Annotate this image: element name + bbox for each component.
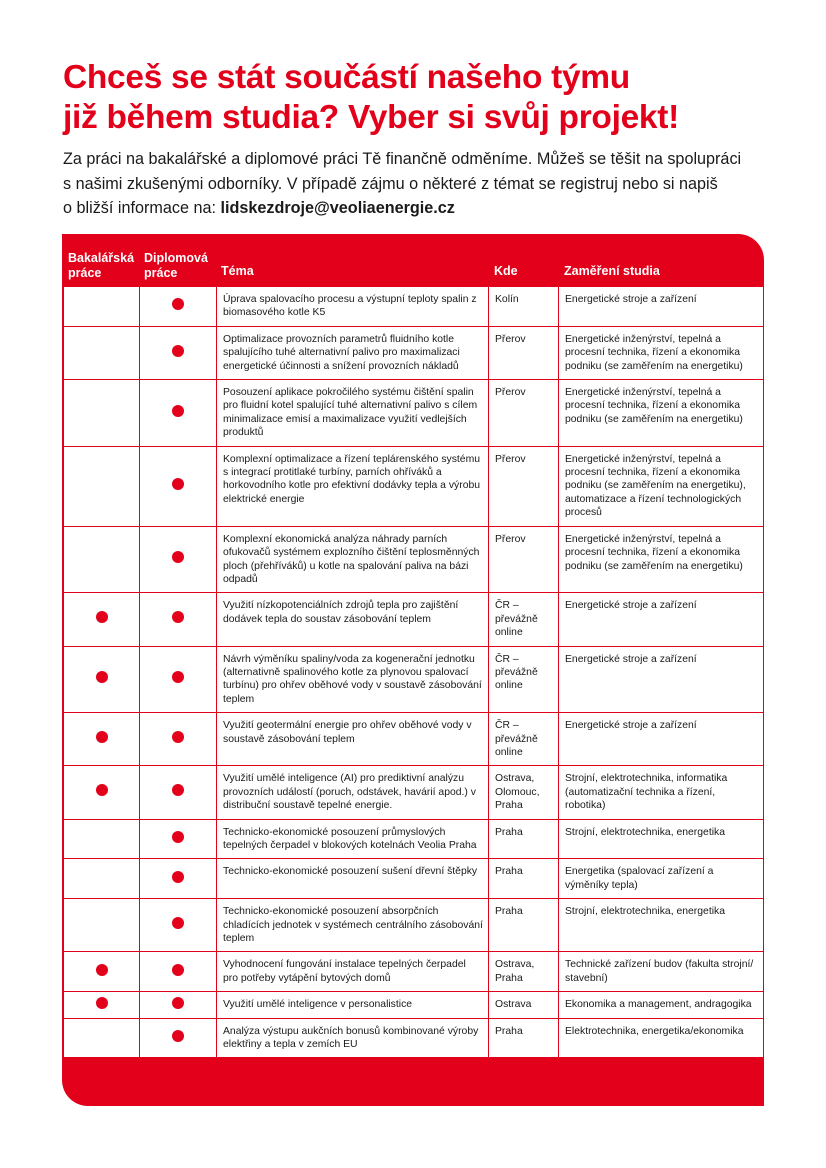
table-row bbox=[64, 766, 764, 819]
kde-cell: Přerov bbox=[489, 380, 559, 447]
diplomova-cell bbox=[140, 526, 217, 593]
table-row bbox=[64, 446, 764, 526]
kde-cell: Praha bbox=[489, 859, 559, 899]
table-row bbox=[64, 593, 764, 646]
headline-line-2: již během studia? Vyber si svůj projekt! bbox=[63, 99, 679, 136]
bullet-dot-icon bbox=[96, 611, 108, 623]
bullet-dot-icon bbox=[96, 997, 108, 1009]
bullet-dot-icon bbox=[172, 298, 184, 310]
bullet-dot-icon bbox=[96, 731, 108, 743]
bullet-dot-icon bbox=[172, 731, 184, 743]
tema-cell: Posouzení aplikace pokročilého systému čištění spalin pro fluidní kotel spalující tuhé alternativní palivo s cílem minimalizace emisí a maximalizace využití vedlejších produktů bbox=[217, 380, 489, 447]
diplomova-cell bbox=[140, 819, 217, 859]
kde-cell: Přerov bbox=[489, 326, 559, 379]
bullet-dot-icon bbox=[96, 784, 108, 796]
kde-cell: ČR – převážně online bbox=[489, 713, 559, 766]
zamereni-cell: Energetické inženýrství, tepelná a procesní technika, řízení a ekonomika podniku (se zaměřením na energetiku) bbox=[559, 526, 764, 593]
zamereni-cell: Ekonomika a management, andragogika bbox=[559, 992, 764, 1018]
intro-line-3 bbox=[63, 196, 763, 221]
diplomova-cell bbox=[140, 446, 217, 526]
table-row bbox=[64, 952, 764, 992]
table-row bbox=[64, 713, 764, 766]
bakalarska-cell bbox=[64, 766, 140, 819]
zamereni-cell: Energetické inženýrství, tepelná a procesní technika, řízení a ekonomika podniku (se zaměřením na energetiku), automatizace a řízení technologických procesů bbox=[559, 446, 764, 526]
bakalarska-cell bbox=[64, 526, 140, 593]
column-header-tema: Téma bbox=[221, 264, 254, 278]
diplomova-cell bbox=[140, 766, 217, 819]
tema-cell: Úprava spalovacího procesu a výstupní teploty spalin z biomasového kotle K5 bbox=[217, 287, 489, 327]
zamereni-cell: Energetické stroje a zařízení bbox=[559, 646, 764, 713]
bullet-dot-icon bbox=[172, 671, 184, 683]
diplomova-cell bbox=[140, 646, 217, 713]
table-row bbox=[64, 859, 764, 899]
bullet-dot-icon bbox=[96, 671, 108, 683]
bullet-dot-icon bbox=[172, 831, 184, 843]
zamereni-cell: Strojní, elektrotechnika, informatika (automatizační technika a řízení, robotika) bbox=[559, 766, 764, 819]
kde-cell: Přerov bbox=[489, 446, 559, 526]
bakalarska-cell bbox=[64, 446, 140, 526]
diplomova-cell bbox=[140, 326, 217, 379]
bullet-dot-icon bbox=[172, 611, 184, 623]
diplomova-cell bbox=[140, 1018, 217, 1058]
bullet-dot-icon bbox=[172, 871, 184, 883]
zamereni-cell: Energetika (spalovací zařízení a výměníky tepla) bbox=[559, 859, 764, 899]
table-footer-band bbox=[62, 1066, 764, 1106]
zamereni-cell: Strojní, elektrotechnika, energetika bbox=[559, 819, 764, 859]
kde-cell: Praha bbox=[489, 899, 559, 952]
table-row bbox=[64, 1018, 764, 1058]
bakalarska-cell bbox=[64, 326, 140, 379]
table-row bbox=[64, 819, 764, 859]
zamereni-cell: Energetické stroje a zařízení bbox=[559, 593, 764, 646]
bakalarska-cell bbox=[64, 992, 140, 1018]
bullet-dot-icon bbox=[172, 345, 184, 357]
table-row bbox=[64, 526, 764, 593]
bakalarska-cell bbox=[64, 1018, 140, 1058]
zamereni-cell: Strojní, elektrotechnika, energetika bbox=[559, 899, 764, 952]
column-header-diplomova: Diplomová práce bbox=[144, 251, 208, 280]
zamereni-cell: Energetické stroje a zařízení bbox=[559, 287, 764, 327]
tema-cell: Využití umělé inteligence v personalistice bbox=[217, 992, 489, 1018]
tema-cell: Vyhodnocení fungování instalace tepelných čerpadel pro potřeby vytápění bytových domů bbox=[217, 952, 489, 992]
tema-cell: Technicko-ekonomické posouzení průmyslových tepelných čerpadel v blokových kotelnách Veolia Praha bbox=[217, 819, 489, 859]
kde-cell: Ostrava, Praha bbox=[489, 952, 559, 992]
diplomova-cell bbox=[140, 713, 217, 766]
table-row bbox=[64, 899, 764, 952]
bullet-dot-icon bbox=[96, 964, 108, 976]
tema-cell: Technicko-ekonomické posouzení absorpčních chladících jednotek v systémech centrálního zásobování teplem bbox=[217, 899, 489, 952]
tema-cell: Analýza výstupu aukčních bonusů kombinované výroby elektřiny a tepla v zemích EU bbox=[217, 1018, 489, 1058]
bullet-dot-icon bbox=[172, 478, 184, 490]
tema-cell: Využití umělé inteligence (AI) pro prediktivní analýzu provozních událostí (poruch, odstávek, havárií apod.) v distribuční soustavě tepelné energie. bbox=[217, 766, 489, 819]
diplomova-cell bbox=[140, 859, 217, 899]
bullet-dot-icon bbox=[172, 1030, 184, 1042]
kde-cell: Přerov bbox=[489, 526, 559, 593]
diplomova-cell bbox=[140, 992, 217, 1018]
diplomova-cell bbox=[140, 380, 217, 447]
projects-table bbox=[62, 234, 764, 1106]
zamereni-cell: Energetické stroje a zařízení bbox=[559, 713, 764, 766]
intro-paragraph bbox=[63, 147, 763, 221]
bakalarska-cell bbox=[64, 819, 140, 859]
kde-cell: Praha bbox=[489, 819, 559, 859]
table-row bbox=[64, 287, 764, 327]
zamereni-cell: Elektrotechnika, energetika/ekonomika bbox=[559, 1018, 764, 1058]
intro-line-2: s našimi zkušenými odborníky. V případě zájmu o některé z témat se registruj nebo si napiš bbox=[63, 174, 718, 193]
zamereni-cell: Energetické inženýrství, tepelná a procesní technika, řízení a ekonomika podniku (se zaměřením na energetiku) bbox=[559, 380, 764, 447]
tema-cell: Návrh výměníku spaliny/voda za kogenerační jednotku (alternativně spalinového kotle za plynovou spalovací turbínu) pro ohřev oběhové vody v soustavě zásobování teplem bbox=[217, 646, 489, 713]
bullet-dot-icon bbox=[172, 964, 184, 976]
table-row bbox=[64, 326, 764, 379]
column-header-zamereni: Zaměření studia bbox=[564, 264, 660, 278]
table-row bbox=[64, 646, 764, 713]
tema-cell: Komplexní optimalizace a řízení teplárenského systému s integrací protitlaké turbíny, parních ohříváků a horkovodního kotle pro efektivní dodávky tepla a výrobu elektrické energie bbox=[217, 446, 489, 526]
kde-cell: Ostrava bbox=[489, 992, 559, 1018]
column-header-kde: Kde bbox=[494, 264, 518, 278]
intro-line-3-prefix: o bližší informace na: bbox=[63, 199, 221, 217]
bullet-dot-icon bbox=[172, 551, 184, 563]
projects-grid bbox=[63, 286, 764, 1058]
bakalarska-cell bbox=[64, 287, 140, 327]
kde-cell: ČR – převážně online bbox=[489, 646, 559, 713]
tema-cell: Komplexní ekonomická analýza náhrady parních ofukovačů systémem explozního čištění teplosměnných ploch (přehříváků) u kotle na spalování paliva na bázi odpadů bbox=[217, 526, 489, 593]
bakalarska-cell bbox=[64, 593, 140, 646]
headline-line-1: Chceš se stát součástí našeho týmu bbox=[63, 59, 630, 96]
bullet-dot-icon bbox=[172, 997, 184, 1009]
table-row bbox=[64, 992, 764, 1018]
intro-line-1: Za práci na bakalářské a diplomové práci Tě finančně odměníme. Můžeš se těšit na spolupráci bbox=[63, 150, 742, 168]
bakalarska-cell bbox=[64, 713, 140, 766]
tema-cell: Technicko-ekonomické posouzení sušení dřevní štěpky bbox=[217, 859, 489, 899]
zamereni-cell: Energetické inženýrství, tepelná a procesní technika, řízení a ekonomika podniku (se zaměřením na energetiku) bbox=[559, 326, 764, 379]
table-row bbox=[64, 380, 764, 447]
bakalarska-cell bbox=[64, 899, 140, 952]
diplomova-cell bbox=[140, 593, 217, 646]
tema-cell: Optimalizace provozních parametrů fluidního kotle spalujícího tuhé alternativní palivo pro maximalizaci energetické účinnosti a snížení provozních nákladů bbox=[217, 326, 489, 379]
kde-cell: Kolín bbox=[489, 287, 559, 327]
bakalarska-cell bbox=[64, 859, 140, 899]
diplomova-cell bbox=[140, 287, 217, 327]
page-headline bbox=[63, 58, 763, 138]
kde-cell: Ostrava, Olomouc, Praha bbox=[489, 766, 559, 819]
bakalarska-cell bbox=[64, 646, 140, 713]
tema-cell: Využití nízkopotenciálních zdrojů tepla pro zajištění dodávek tepla do soustav zásobování teplem bbox=[217, 593, 489, 646]
diplomova-cell bbox=[140, 899, 217, 952]
bakalarska-cell bbox=[64, 380, 140, 447]
column-header-bakalarska: Bakalářská práce bbox=[68, 251, 135, 280]
kde-cell: Praha bbox=[489, 1018, 559, 1058]
tema-cell: Využití geotermální energie pro ohřev oběhové vody v soustavě zásobování teplem bbox=[217, 713, 489, 766]
bullet-dot-icon bbox=[172, 917, 184, 929]
bullet-dot-icon bbox=[172, 784, 184, 796]
bullet-dot-icon bbox=[172, 405, 184, 417]
contact-email[interactable]: lidskezdroje@veoliaenergie.cz bbox=[220, 199, 455, 217]
zamereni-cell: Technické zařízení budov (fakulta strojní/ stavební) bbox=[559, 952, 764, 992]
table-header bbox=[62, 234, 764, 286]
table-body bbox=[64, 287, 764, 1058]
diplomova-cell bbox=[140, 952, 217, 992]
bakalarska-cell bbox=[64, 952, 140, 992]
kde-cell: ČR – převážně online bbox=[489, 593, 559, 646]
